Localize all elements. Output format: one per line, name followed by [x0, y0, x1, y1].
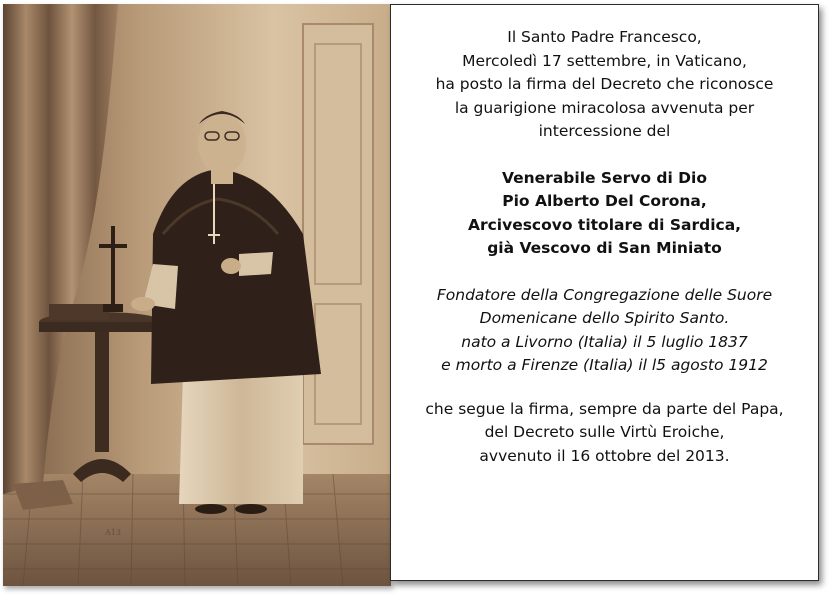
- intro-paragraph: [391, 26, 818, 144]
- intro-line: la guarigione miracolosa avvenuta per: [454, 98, 755, 117]
- closing-paragraph: [391, 398, 818, 469]
- photo-monogram: A13: [105, 528, 121, 537]
- bio-line: nato a Livorno (Italia) il 5 luglio 1837: [461, 332, 748, 351]
- closing-line: avvenuto il 16 ottobre del 2013.: [479, 446, 730, 465]
- title-line: Arcivescovo titolare di Sardica,: [467, 215, 742, 234]
- announcement-card: [390, 4, 819, 581]
- title-paragraph: [391, 167, 818, 261]
- intro-line: intercessione del: [538, 122, 671, 140]
- bio-line: e morto a Firenze (Italia) il l5 agosto 1912: [441, 356, 768, 374]
- bio-paragraph: [391, 284, 818, 378]
- title-line: già Vescovo di San Miniato: [487, 239, 722, 257]
- closing-line: che segue la firma, sempre da parte del Papa,: [425, 399, 784, 418]
- bio-line: Domenicane dello Spirito Santo.: [479, 309, 730, 327]
- intro-line: Il Santo Padre Francesco,: [507, 28, 702, 46]
- title-line: Pio Alberto Del Corona,: [502, 192, 707, 210]
- bishop-portrait-photo: [3, 4, 391, 586]
- title-line: Venerabile Servo di Dio: [501, 168, 708, 187]
- intro-line: ha posto la firma del Decreto che riconosce: [435, 75, 774, 93]
- closing-line: del Decreto sulle Virtù Eroiche,: [484, 423, 725, 441]
- bio-line: Fondatore della Congregazione delle Suore: [436, 285, 773, 304]
- intro-line: Mercoledì 17 settembre, in Vaticano,: [462, 51, 747, 70]
